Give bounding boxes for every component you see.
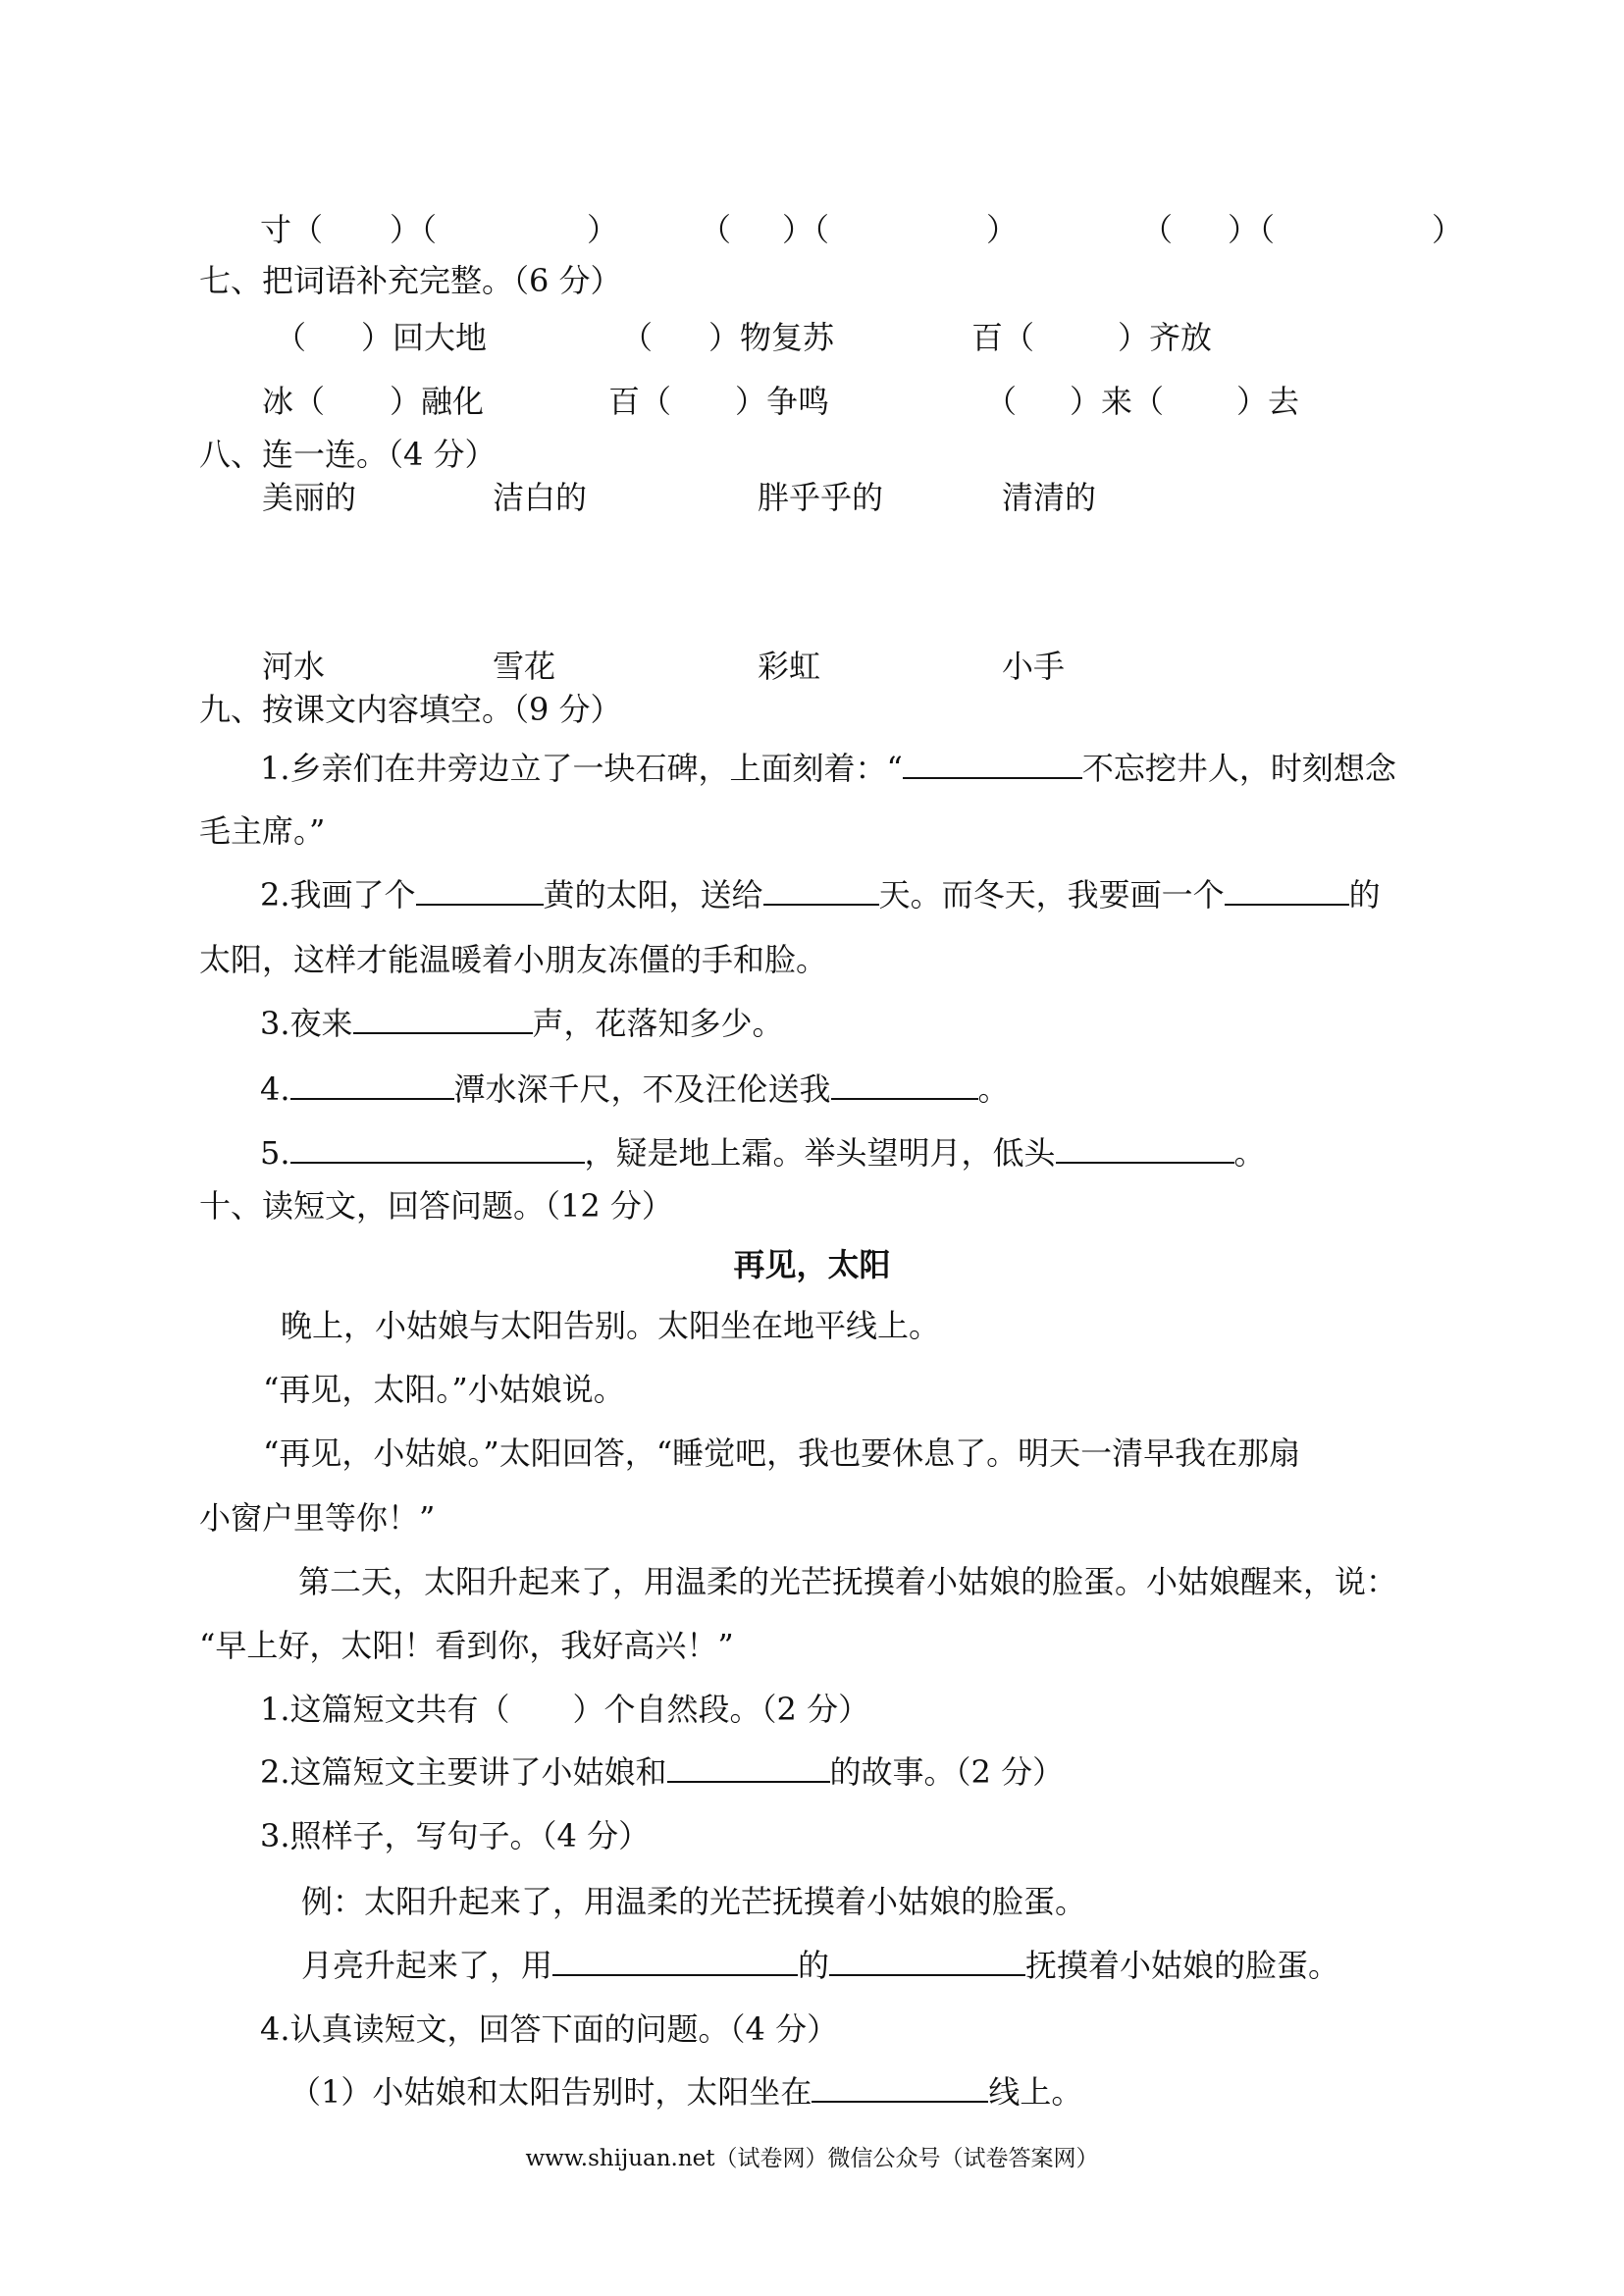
- s9-q2-line1: [260, 875, 1381, 914]
- section-7-heading: 七、把词语补充完整。（6 分）: [199, 262, 622, 299]
- s9-q2-text-a: 2.我画了个: [260, 876, 416, 913]
- s7-r2-4: ）争鸣: [735, 383, 830, 420]
- page-footer: www.shijuan.net（试卷网）微信公众号（试卷答案网）: [525, 2146, 1099, 2171]
- s9-q4-blank-2[interactable]: [831, 1072, 978, 1100]
- s9-q5-blank-1[interactable]: [290, 1136, 585, 1164]
- section-10-heading: 十、读短文，回答问题。（12 分）: [199, 1187, 673, 1225]
- s9-q4: [260, 1070, 1010, 1109]
- s6-text-4: （: [700, 211, 732, 248]
- s8-bottom-2: 雪花: [493, 648, 556, 685]
- s7-r1-2: ）回大地: [361, 319, 488, 356]
- s6-text-8: ）（: [1228, 211, 1276, 248]
- s7-r2-6: ）来（: [1070, 383, 1165, 420]
- s7-r2-5: （: [985, 383, 1018, 420]
- s6-text-3: ）: [587, 211, 619, 248]
- s10-q4-1-text-a: （1）小姑娘和太阳告别时，太阳坐在: [289, 2073, 812, 2111]
- passage-title: 再见，太阳: [733, 1246, 891, 1283]
- s7-r2-7: ）去: [1236, 383, 1300, 420]
- passage-p1: 晚上，小姑娘与太阳告别。太阳坐在地平线上。: [281, 1307, 941, 1344]
- s10-q3-example: 例：太阳升起来了，用温柔的光芒抚摸着小姑娘的脸蛋。: [301, 1883, 1087, 1920]
- s7-r1-6: ）齐放: [1118, 319, 1213, 356]
- s9-q1-text-b: 不忘挖井人，时刻想念: [1081, 750, 1396, 787]
- s9-q4-text-b: 潭水深千尺，不及汪伦送我: [453, 1070, 831, 1108]
- s10-q4: 4.认真读短文，回答下面的问题。（4 分）: [260, 2010, 839, 2048]
- s10-q3-answer-line: [301, 1946, 1339, 1985]
- s6-text-9: ）: [1432, 211, 1464, 248]
- s9-q4-text-c: 。: [977, 1070, 1010, 1108]
- s10-q3-text-b: 的: [798, 1947, 830, 1984]
- s9-q5-text-c: 。: [1233, 1134, 1266, 1172]
- s9-q4-text-a: 4.: [260, 1070, 290, 1108]
- s9-q2-text-d: 的: [1348, 876, 1381, 913]
- s7-r2-1: 冰（: [262, 383, 326, 420]
- s9-q2-text-c: 天。而冬天，我要画一个: [878, 876, 1225, 913]
- s9-q5-text-a: 5.: [260, 1134, 290, 1172]
- passage-p3-line1: “再见，小姑娘。”太阳回答，“睡觉吧，我也要休息了。明天一清早我在那扇: [263, 1435, 1301, 1472]
- section-9-heading: 九、按课文内容填空。（9 分）: [199, 691, 622, 728]
- s9-q5: [260, 1133, 1266, 1173]
- s8-bottom-3: 彩虹: [758, 648, 821, 685]
- passage-p3-line2: 小窗户里等你！”: [199, 1499, 436, 1537]
- s9-q1-text-a: 1.乡亲们在井旁边立了一块石碑，上面刻着：“: [260, 750, 903, 787]
- s9-q2-line2: 太阳，这样才能温暖着小朋友冻僵的手和脸。: [199, 941, 828, 978]
- s7-r1-4: ）物复苏: [708, 319, 835, 356]
- s9-q3: [260, 1004, 784, 1043]
- s9-q2-text-b: 黄的太阳，送给: [543, 876, 763, 913]
- s10-q3-blank-2[interactable]: [829, 1949, 1025, 1976]
- passage-p4-line1: 第二天，太阳升起来了，用温柔的光芒抚摸着小姑娘的脸蛋。小姑娘醒来，说：: [298, 1563, 1398, 1600]
- s7-r2-2: ）融化: [390, 383, 485, 420]
- s9-q3-blank[interactable]: [353, 1007, 533, 1034]
- s10-q4-1-text-b: 线上。: [988, 2073, 1083, 2111]
- s10-q1: 1.这篇短文共有（ ）个自然段。（2 分）: [260, 1691, 870, 1728]
- s6-text-5: ）（: [782, 211, 830, 248]
- s9-q5-text-b: ，疑是地上霜。举头望明月，低头: [584, 1134, 1056, 1172]
- s10-q2-text-a: 2.这篇短文主要讲了小姑娘和: [260, 1753, 667, 1791]
- s8-top-1: 美丽的: [262, 479, 357, 516]
- s9-q2-blank-1[interactable]: [416, 878, 544, 906]
- s9-q1-line2: 毛主席。”: [199, 812, 326, 850]
- s8-top-3: 胖乎乎的: [758, 479, 884, 516]
- s9-q2-blank-2[interactable]: [763, 878, 879, 906]
- s10-q4-1: [289, 2072, 1082, 2112]
- s7-r2-3: 百（: [608, 383, 672, 420]
- s10-q3: 3.照样子，写句子。（4 分）: [260, 1817, 651, 1854]
- s9-q4-blank-1[interactable]: [290, 1072, 454, 1100]
- s6-text-1: 寸（: [260, 211, 324, 248]
- s7-r1-1: （: [275, 319, 307, 356]
- s7-r1-5: 百（: [971, 319, 1035, 356]
- s6-text-6: ）: [986, 211, 1019, 248]
- s9-q2-blank-3[interactable]: [1225, 878, 1349, 906]
- s10-q3-blank-1[interactable]: [552, 1949, 798, 1976]
- s6-text-2: ）（: [390, 211, 438, 248]
- s8-bottom-1: 河水: [262, 648, 326, 685]
- s8-bottom-4: 小手: [1002, 648, 1066, 685]
- s9-q1-blank[interactable]: [903, 752, 1082, 779]
- s10-q2-blank[interactable]: [667, 1755, 830, 1783]
- s9-q3-text-a: 3.夜来: [260, 1005, 353, 1042]
- s8-top-4: 清清的: [1002, 479, 1097, 516]
- passage-p2: “再见，太阳。”小姑娘说。: [263, 1371, 625, 1408]
- s9-q1-line1: [260, 749, 1396, 788]
- passage-p4-line2: “早上好，太阳！看到你，我好高兴！”: [199, 1627, 734, 1664]
- section-8-heading: 八、连一连。（4 分）: [199, 436, 497, 473]
- s8-top-2: 洁白的: [493, 479, 588, 516]
- s10-q3-text-c: 抚摸着小姑娘的脸蛋。: [1025, 1947, 1340, 1984]
- s10-q3-text-a: 月亮升起来了，用: [301, 1947, 553, 1984]
- s7-r1-3: （: [621, 319, 654, 356]
- s10-q4-1-blank[interactable]: [812, 2075, 988, 2103]
- s9-q5-blank-2[interactable]: [1056, 1136, 1234, 1164]
- s10-q2: [260, 1752, 1064, 1792]
- s6-text-7: （: [1141, 211, 1174, 248]
- s9-q3-text-b: 声，花落知多少。: [532, 1005, 784, 1042]
- s10-q2-text-b: 的故事。（2 分）: [829, 1753, 1065, 1791]
